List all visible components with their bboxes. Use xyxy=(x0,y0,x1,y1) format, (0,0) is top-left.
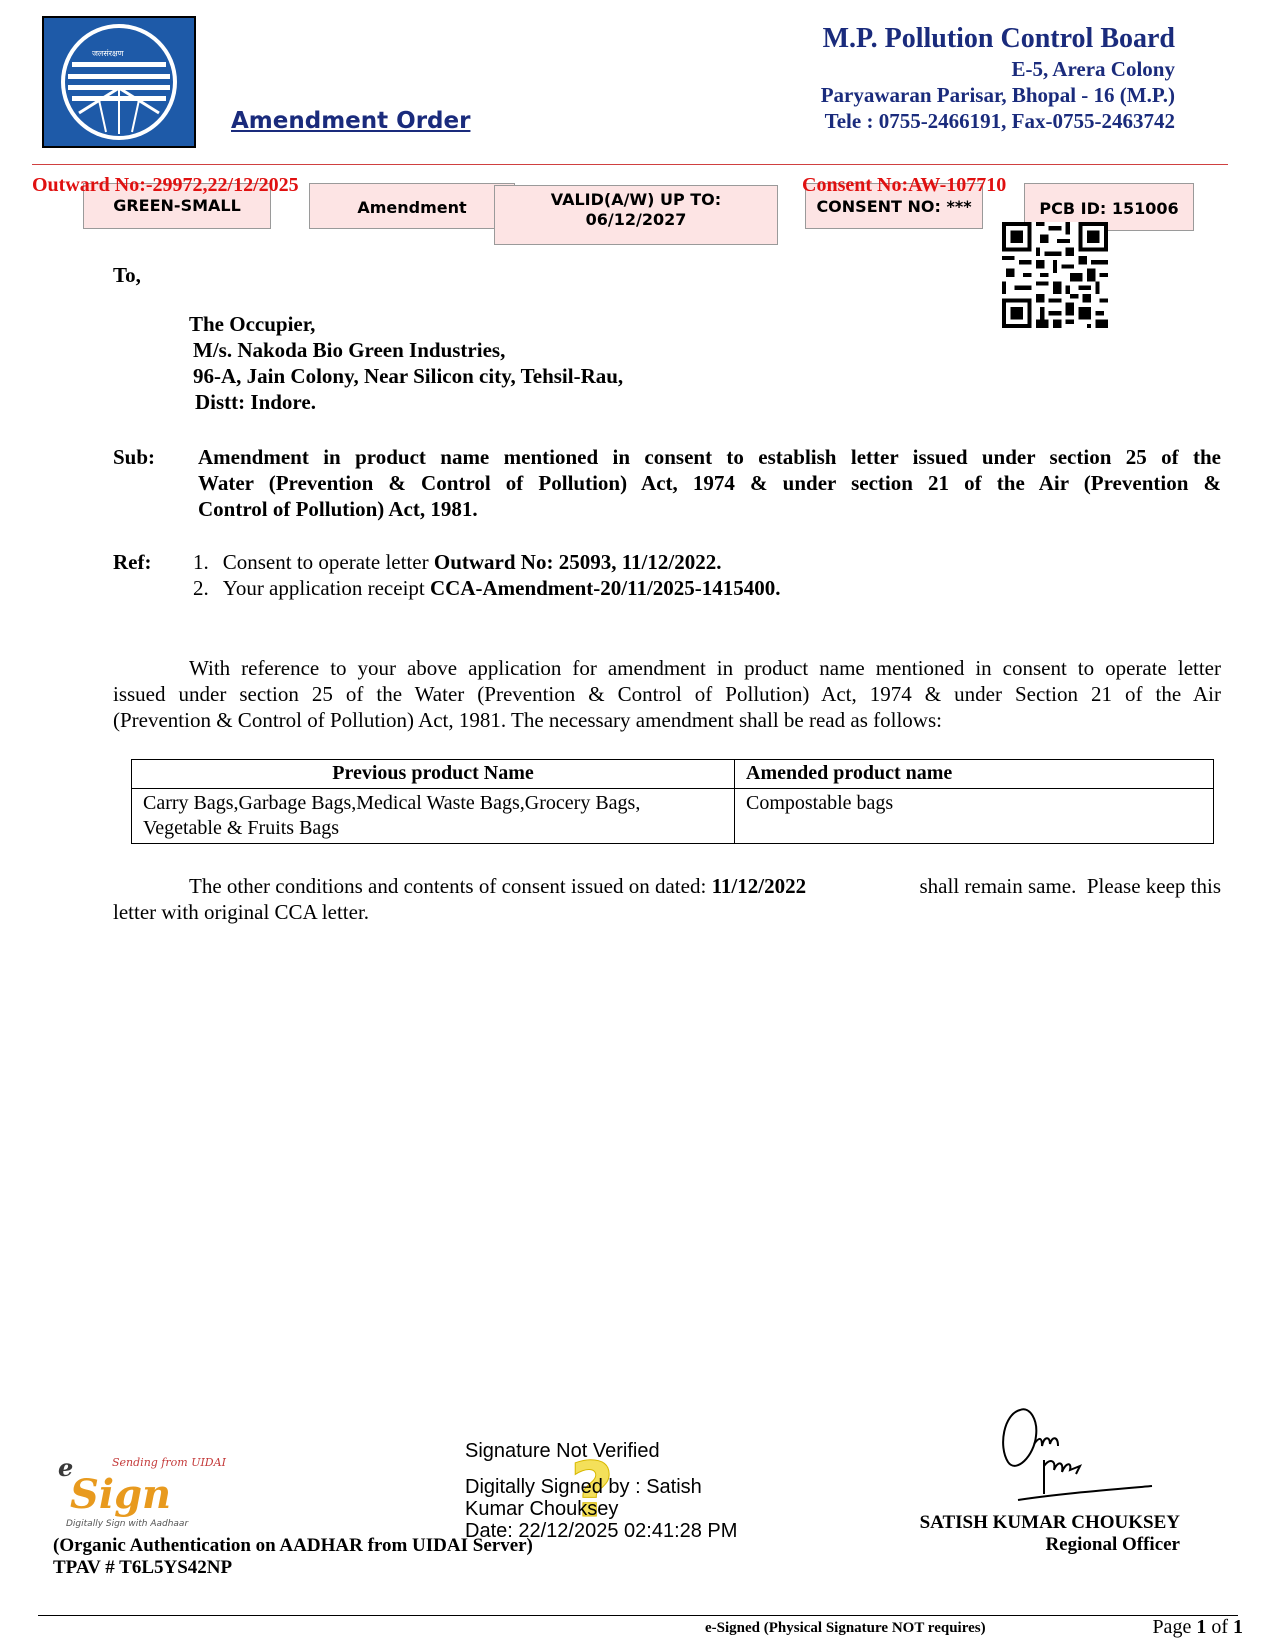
body-para2-text: The other conditions and contents of consent issued on dated: xyxy=(189,874,712,898)
signer-block xyxy=(920,1512,1180,1556)
previous-product-line2: Vegetable & Fruits Bags xyxy=(143,817,340,839)
outward-no-stamp: Outward No:-29972,22/12/2025 xyxy=(32,174,299,196)
body-para2-text: shall remain same. Please keep this xyxy=(919,874,1221,898)
signature-status: Signature Not Verified xyxy=(465,1440,660,1462)
esign-auth-note: (Organic Authentication on AADHAR from UIDAI Server) xyxy=(53,1535,533,1556)
logo-emblem-icon xyxy=(44,18,194,146)
esign-logo-icon xyxy=(56,1452,236,1530)
subject-line1: Amendment in product name mentioned in consent to establish letter issued under section 25 of the xyxy=(198,445,1221,469)
tpav-number: TPAV # T6L5YS42NP xyxy=(53,1557,233,1578)
esign-logo xyxy=(56,1452,236,1530)
signature-date: Date: 22/12/2025 02:41:28 PM xyxy=(465,1520,738,1542)
body-para1-line2: issued under section 25 of the Water (Prevention & Control of Pollution) Act, 1974 & under Section 21 of the Air xyxy=(113,682,1221,706)
validity-box xyxy=(494,185,778,245)
address-line3: 96-A, Jain Colony, Near Silicon city, Tehsil-Rau, xyxy=(193,364,624,388)
signer-name: SATISH KUMAR CHOUKSEY xyxy=(919,1512,1180,1533)
body-para2-line1 xyxy=(189,873,1221,899)
subject-line2: Water (Prevention & Control of Pollution) Act, 1974 & under section 21 of the Air (Prevention & xyxy=(198,471,1221,495)
body-para1-line1: With reference to your above application for amendment in product name mentioned in consent to operate letter xyxy=(189,656,1221,680)
page-number xyxy=(1152,1616,1243,1639)
salutation: To, xyxy=(113,263,141,287)
previous-product-cell xyxy=(132,789,735,844)
header-divider xyxy=(32,164,1228,165)
reference-text: Consent to operate letter xyxy=(222,550,434,574)
org-address-line2: Paryawaran Parisar, Bhopal - 16 (M.P.) xyxy=(820,83,1175,107)
page-of-label: of xyxy=(1206,1616,1233,1638)
reference-item xyxy=(193,575,781,601)
reference-number: 2. xyxy=(193,576,209,600)
reference-number: 1. xyxy=(193,550,209,574)
valid-label: VALID(A/W) UP TO: xyxy=(550,190,722,209)
page-total: 1 xyxy=(1233,1616,1243,1638)
document-title[interactable]: Amendment Order xyxy=(231,108,471,134)
esign-tagline-bottom: Digitally Sign with Aadhaar xyxy=(66,1519,189,1529)
org-name: M.P. Pollution Control Board xyxy=(822,23,1175,54)
page-current: 1 xyxy=(1196,1616,1207,1638)
handwritten-signature xyxy=(996,1402,1156,1506)
table-header-row xyxy=(132,760,1214,789)
address-line4: Distt: Indore. xyxy=(195,390,316,414)
mppcb-logo xyxy=(42,16,196,148)
reference-text: Your application receipt xyxy=(222,576,430,600)
subject-label: Sub: xyxy=(113,445,156,469)
body-para2-line2: letter with original CCA letter. xyxy=(113,900,370,924)
reference-outward-no: Outward No: 25093, 11/12/2022. xyxy=(433,550,722,574)
reference-item xyxy=(193,549,721,575)
category-box: GREEN-SMALL xyxy=(83,183,271,229)
svg-text:e: e xyxy=(58,1453,74,1482)
page-label: Page xyxy=(1152,1616,1197,1638)
table-header-amended: Amended product name xyxy=(735,760,1214,789)
table-row xyxy=(132,789,1214,844)
reference-receipt-no: CCA-Amendment-20/11/2025-1415400. xyxy=(429,576,781,600)
logo-text: जलसंरक्षण xyxy=(92,49,124,58)
footer-divider xyxy=(38,1615,1238,1616)
subject-line3: Control of Pollution) Act, 1981. xyxy=(198,497,478,521)
address-line1: The Occupier, xyxy=(189,312,316,336)
org-address-line1: E-5, Arera Colony xyxy=(1011,57,1175,81)
consent-date: 11/12/2022 xyxy=(711,874,807,898)
esigned-note: e-Signed (Physical Signature NOT requires) xyxy=(705,1620,986,1636)
esign-brand: Sign xyxy=(70,1471,172,1518)
type-box: Amendment xyxy=(309,183,515,229)
table-header-previous: Previous product Name xyxy=(132,760,735,789)
org-header xyxy=(821,22,1175,134)
reference-label: Ref: xyxy=(113,550,152,574)
signed-by-line2: Kumar Chouksey xyxy=(465,1498,619,1520)
org-phone: Tele : 0755-2466191, Fax-0755-2463742 xyxy=(824,109,1175,133)
svg-text:?: ? xyxy=(570,1446,615,1524)
amended-product-cell: Compostable bags xyxy=(735,789,1214,844)
body-para1-line3: (Prevention & Control of Pollution) Act, 1981. The necessary amendment shall be read as follows: xyxy=(113,708,942,732)
address-line2: M/s. Nakoda Bio Green Industries, xyxy=(193,338,506,362)
consent-no-box: CONSENT NO: *** xyxy=(805,183,983,229)
consent-no-stamp: Consent No:AW-107710 xyxy=(802,174,1007,196)
signed-by-line1: Digitally Signed by : Satish xyxy=(465,1476,702,1498)
qr-code-icon xyxy=(1002,222,1108,328)
signature-details xyxy=(465,1476,737,1542)
previous-product-line1: Carry Bags,Garbage Bags,Medical Waste Bags,Grocery Bags, xyxy=(143,792,641,814)
pcb-id-box: PCB ID: 151006 xyxy=(1024,183,1194,231)
esign-tagline-top: Sending from UIDAI xyxy=(112,1456,226,1469)
valid-date: 06/12/2027 xyxy=(585,210,687,229)
signer-title: Regional Officer xyxy=(1045,1534,1180,1555)
product-amendment-table xyxy=(131,759,1214,844)
